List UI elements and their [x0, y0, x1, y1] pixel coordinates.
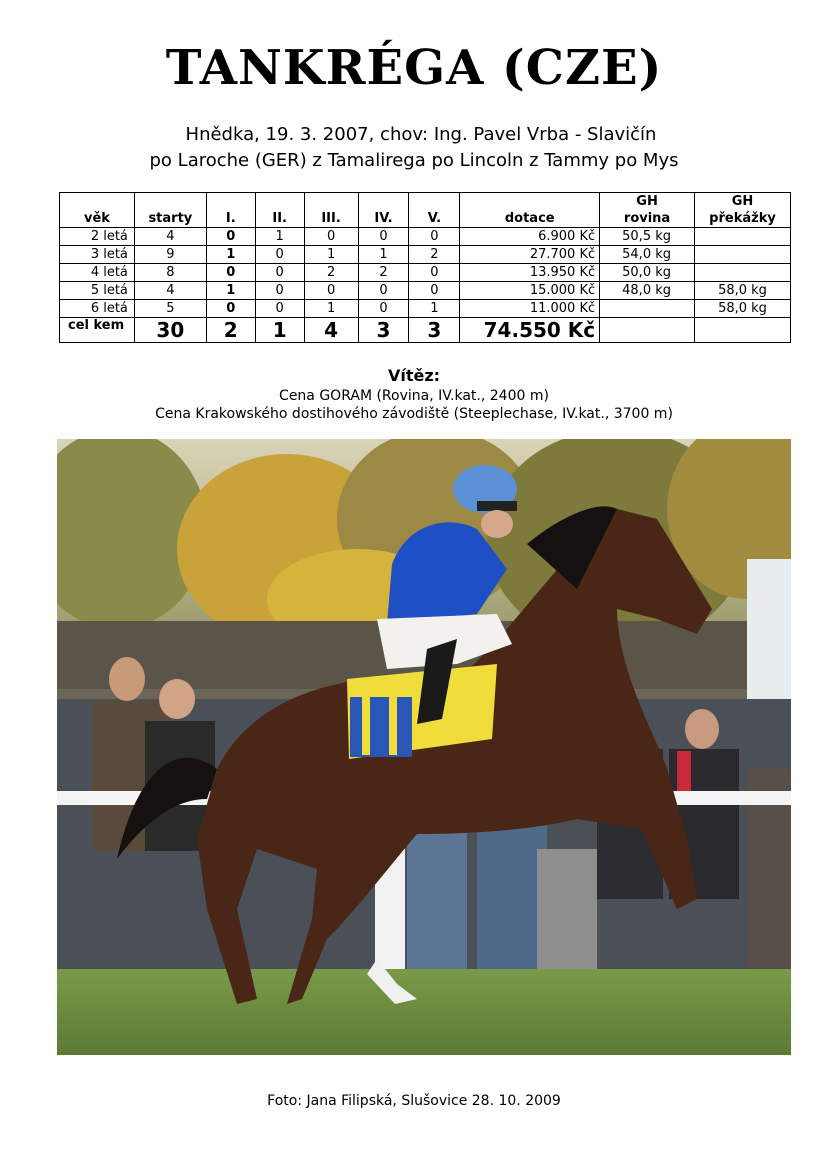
cell-prize: 6.900 Kč — [460, 228, 600, 246]
cell-age: 2 letá — [60, 228, 135, 246]
total-label: cel kem — [60, 318, 135, 343]
cell-fourth: 0 — [358, 228, 409, 246]
cell-gh-flat: 48,0 kg — [600, 282, 695, 300]
cell-fourth: 0 — [358, 300, 409, 318]
cell-age: 6 letá — [60, 300, 135, 318]
total-gh-jump — [695, 318, 791, 343]
cell-first: 0 — [206, 264, 255, 282]
winner-heading: Vítěz: — [387, 366, 441, 385]
cell-second: 0 — [255, 264, 304, 282]
cell-prize: 13.950 Kč — [460, 264, 600, 282]
total-fourth: 3 — [358, 318, 409, 343]
cell-gh-flat: 54,0 kg — [600, 246, 695, 264]
cell-fourth: 0 — [358, 282, 409, 300]
pedigree-line: po Laroche (GER) z Tamalirega po Lincoln z Tammy po Mys — [149, 150, 679, 171]
cell-first: 0 — [206, 300, 255, 318]
cell-third: 1 — [304, 246, 358, 264]
header-prize: dotace — [460, 193, 600, 228]
cell-third: 0 — [304, 282, 358, 300]
cell-gh-flat: 50,0 kg — [600, 264, 695, 282]
cell-first: 0 — [206, 228, 255, 246]
cell-fifth: 0 — [409, 282, 460, 300]
cell-third: 0 — [304, 228, 358, 246]
cell-age: 4 letá — [60, 264, 135, 282]
table-row — [60, 246, 791, 264]
cell-second: 0 — [255, 282, 304, 300]
winner-race-item: Cena Krakowského dostihového závodiště (Steeplechase, IV.kat., 3700 m) — [155, 406, 673, 422]
cell-gh-jump — [695, 264, 791, 282]
cell-third: 1 — [304, 300, 358, 318]
cell-starts: 4 — [134, 282, 206, 300]
total-prize: 74.550 Kč — [460, 318, 600, 343]
cell-gh-jump — [695, 246, 791, 264]
winner-section — [0, 366, 828, 423]
total-gh-flat — [600, 318, 695, 343]
header-second: II. — [255, 193, 304, 228]
header-age: věk — [60, 193, 135, 228]
cell-gh-jump: 58,0 kg — [695, 300, 791, 318]
race-record-table — [59, 192, 791, 343]
total-third: 4 — [304, 318, 358, 343]
cell-first: 1 — [206, 246, 255, 264]
cell-prize: 15.000 Kč — [460, 282, 600, 300]
cell-starts: 8 — [134, 264, 206, 282]
header-first: I. — [206, 193, 255, 228]
cell-first: 1 — [206, 282, 255, 300]
table-row — [60, 282, 791, 300]
header-third: III. — [304, 193, 358, 228]
cell-fifth: 2 — [409, 246, 460, 264]
horse-and-jockey-image — [57, 439, 791, 1055]
cell-fifth: 1 — [409, 300, 460, 318]
cell-second: 0 — [255, 246, 304, 264]
cell-gh-jump: 58,0 kg — [695, 282, 791, 300]
total-fifth: 3 — [409, 318, 460, 343]
cell-gh-jump — [695, 228, 791, 246]
cell-prize: 27.700 Kč — [460, 246, 600, 264]
cell-starts: 9 — [134, 246, 206, 264]
cell-second: 0 — [255, 300, 304, 318]
header-fifth: V. — [409, 193, 460, 228]
race-photo — [57, 439, 791, 1055]
cell-age: 3 letá — [60, 246, 135, 264]
header-gh-jump: GH překážky — [695, 193, 791, 228]
table-row — [60, 264, 791, 282]
cell-fifth: 0 — [409, 264, 460, 282]
table-header-row — [60, 193, 791, 228]
cell-age: 5 letá — [60, 282, 135, 300]
header-fourth: IV. — [358, 193, 409, 228]
cell-gh-flat — [600, 300, 695, 318]
table-row — [60, 228, 791, 246]
total-starts: 30 — [134, 318, 206, 343]
cell-second: 1 — [255, 228, 304, 246]
cell-gh-flat: 50,5 kg — [600, 228, 695, 246]
cell-third: 2 — [304, 264, 358, 282]
cell-fourth: 1 — [358, 246, 409, 264]
table-row — [60, 300, 791, 318]
header-starts: starty — [134, 193, 206, 228]
horse-details-line: Hnědka, 19. 3. 2007, chov: Ing. Pavel Vrba - Slavičín — [185, 124, 657, 145]
cell-starts: 4 — [134, 228, 206, 246]
total-first: 2 — [206, 318, 255, 343]
horse-name-title: TANKRÉGA (CZE) — [165, 40, 663, 96]
cell-prize: 11.000 Kč — [460, 300, 600, 318]
photo-credit: Foto: Jana Filipská, Slušovice 28. 10. 2009 — [267, 1093, 561, 1109]
cell-starts: 5 — [134, 300, 206, 318]
cell-fourth: 2 — [358, 264, 409, 282]
total-second: 1 — [255, 318, 304, 343]
header-gh-flat: GH rovina — [600, 193, 695, 228]
table-total-row — [60, 318, 791, 343]
winner-race-item: Cena GORAM (Rovina, IV.kat., 2400 m) — [279, 388, 549, 404]
cell-fifth: 0 — [409, 228, 460, 246]
